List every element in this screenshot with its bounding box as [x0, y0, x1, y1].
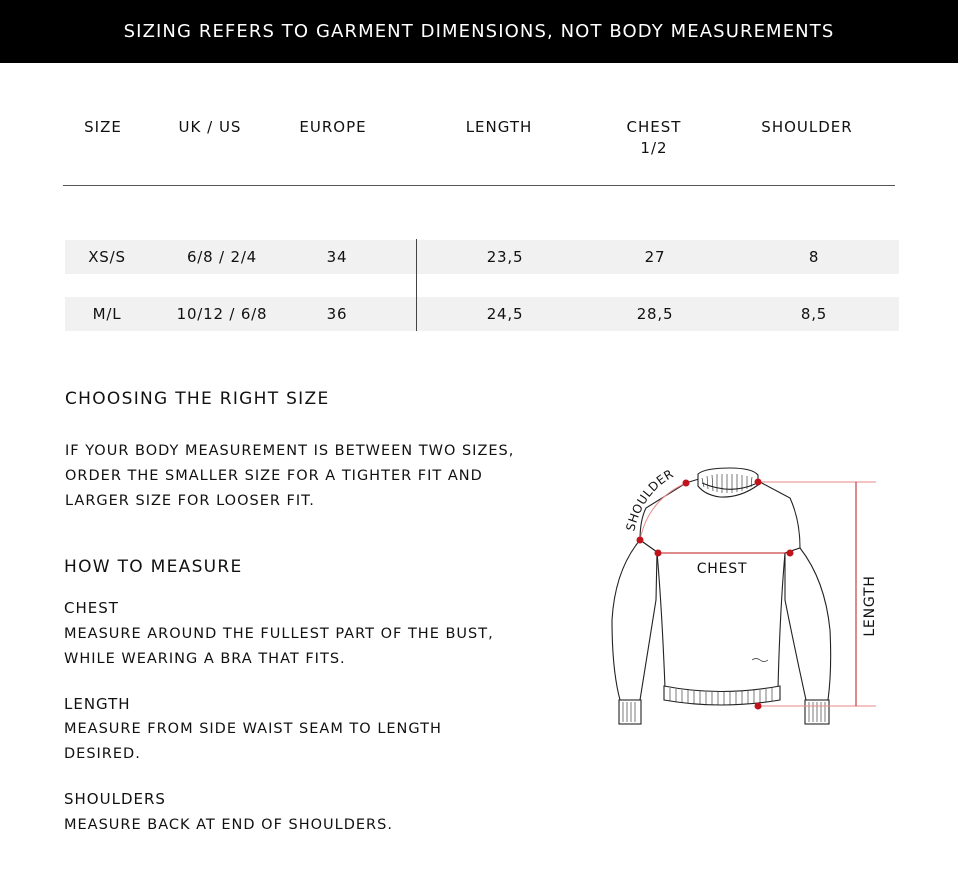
header-uk-us: UK / US — [178, 118, 242, 136]
cell-shoulder: 8,5 — [800, 305, 828, 323]
table-column-divider — [416, 239, 417, 331]
header-chest — [604, 117, 704, 159]
header-length: LENGTH — [465, 118, 533, 136]
header-size: SIZE — [84, 118, 122, 136]
cell-europe: 34 — [326, 248, 348, 266]
cell-uk-us: 6/8 / 2/4 — [186, 248, 258, 266]
choosing-text — [65, 439, 514, 514]
cell-europe: 36 — [326, 305, 348, 323]
cell-chest: 27 — [644, 248, 666, 266]
header-divider — [63, 185, 895, 186]
banner-text: SIZING REFERS TO GARMENT DIMENSIONS, NOT BODY MEASUREMENTS — [123, 21, 835, 42]
cell-size: XS/S — [88, 248, 126, 266]
shoulders-line: MEASURE BACK AT END OF SHOULDERS. — [64, 817, 393, 833]
header-europe: EUROPE — [299, 118, 367, 136]
sweater-diagram — [600, 455, 890, 745]
length-diagram-label: LENGTH — [862, 575, 878, 637]
chest-diagram-label: CHEST — [696, 561, 748, 577]
shoulder-label: SHOULDER — [623, 466, 677, 533]
length-line: MEASURE FROM SIDE WAIST SEAM TO LENGTH — [64, 721, 442, 737]
cell-length: 23,5 — [486, 248, 524, 266]
length-text — [64, 717, 442, 767]
choosing-line: IF YOUR BODY MEASUREMENT IS BETWEEN TWO SIZES, — [65, 443, 515, 459]
header-chest-line1: CHEST — [626, 118, 682, 136]
cell-shoulder: 8 — [808, 248, 820, 266]
chest-line: MEASURE AROUND THE FULLEST PART OF THE BUST, — [64, 626, 494, 642]
length-label: LENGTH — [64, 695, 131, 713]
how-title: HOW TO MEASURE — [64, 557, 243, 577]
chest-text — [64, 622, 494, 672]
length-line: DESIRED. — [64, 746, 141, 762]
cell-size: M/L — [92, 305, 122, 323]
chest-line: WHILE WEARING A BRA THAT FITS. — [64, 651, 346, 667]
header-shoulder: SHOULDER — [761, 118, 853, 136]
shoulders-label: SHOULDERS — [64, 790, 166, 808]
choosing-title: CHOOSING THE RIGHT SIZE — [65, 389, 330, 409]
choosing-line: LARGER SIZE FOR LOOSER FIT. — [65, 493, 315, 509]
header-chest-line2: 1/2 — [640, 139, 668, 157]
size-banner — [0, 0, 958, 63]
chest-label: CHEST — [64, 599, 119, 617]
cell-uk-us: 10/12 / 6/8 — [176, 305, 268, 323]
choosing-line: ORDER THE SMALLER SIZE FOR A TIGHTER FIT AND — [65, 468, 483, 484]
shoulders-text — [64, 813, 393, 838]
cell-chest: 28,5 — [636, 305, 674, 323]
cell-length: 24,5 — [486, 305, 524, 323]
